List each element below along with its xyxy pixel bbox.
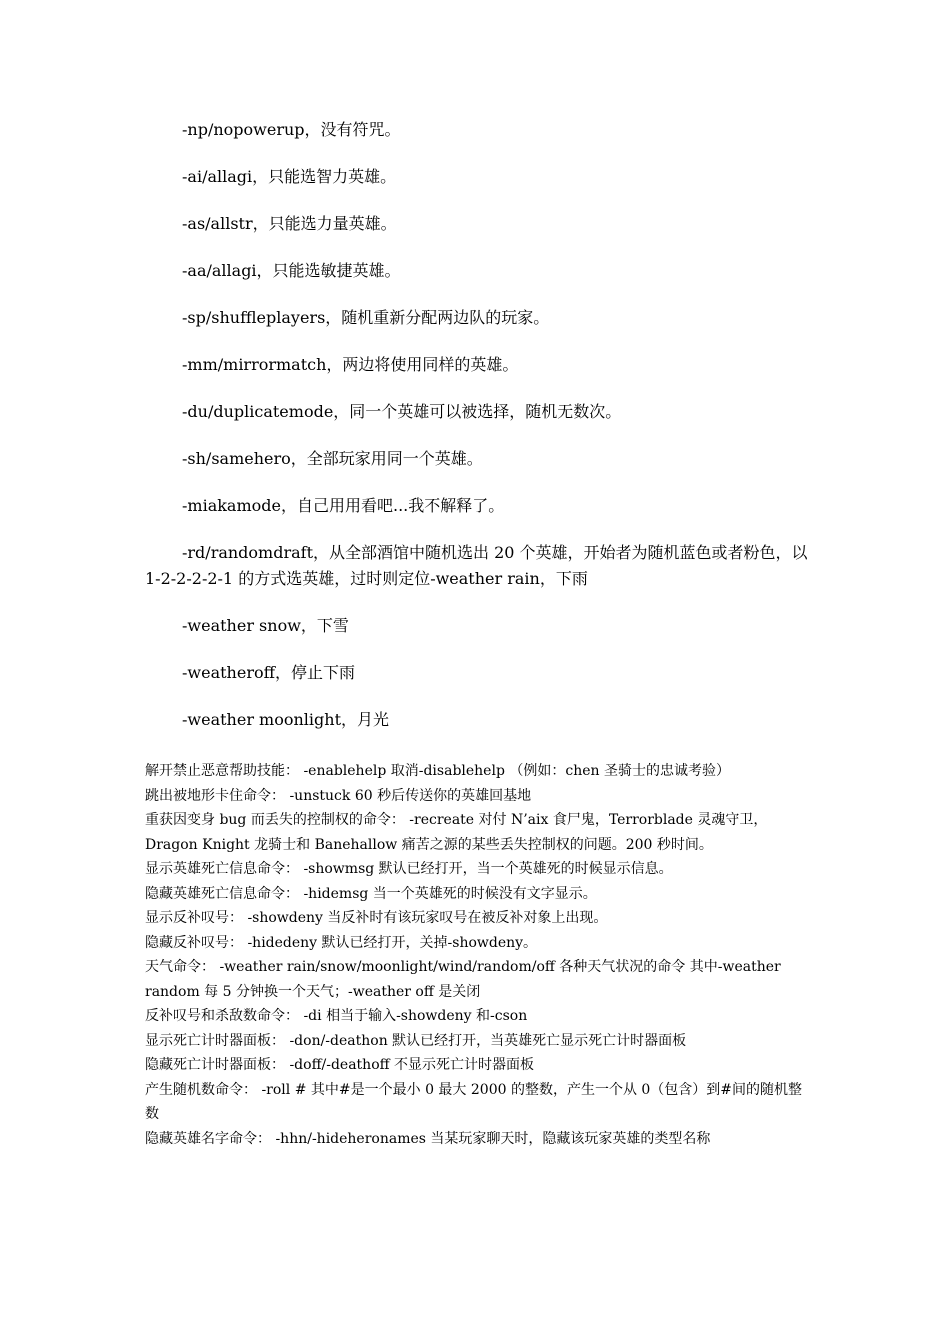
command-showdeny: 显示反补叹号： -showdeny 当反补时有该玩家叹号在被反补对象上出现。 <box>145 910 608 926</box>
paragraph-samehero: -sh/samehero，全部玩家用同一个英雄。 <box>182 449 483 468</box>
paragraph-allagi-int: -ai/allagi，只能选智力英雄。 <box>182 167 397 186</box>
command-di: 反补叹号和杀敌数命令： -di 相当于输入-showdeny 和-cson <box>145 1008 528 1024</box>
command-enablehelp: 解开禁止恶意帮助技能： -enablehelp 取消-disablehelp （例如：chen 圣骑士的忠诚考验） <box>145 763 730 779</box>
paragraph-allstr: -as/allstr，只能选力量英雄。 <box>182 214 397 233</box>
paragraph-weatheroff: -weatheroff，停止下雨 <box>182 663 355 682</box>
command-recreate: 重获因变身 bug 而丢失的控制权的命令： -recreate 对付 N’aix 食尸鬼，Terrorblade 灵魂守卫，Dragon Knight 龙骑士和 Banehallow 痛苦之源的某些丢失控制权的问题。200 秒时间。 <box>145 812 768 853</box>
command-unstuck: 跳出被地形卡住命令： -unstuck 60 秒后传送你的英雄回基地 <box>145 787 532 804</box>
command-hideheronames: 隐藏英雄名字命令： -hhn/-hideheronames 当某玩家聊天时，隐藏该玩家英雄的类型名称 <box>145 1130 711 1147</box>
paragraph-duplicatemode: -du/duplicatemode，同一个英雄可以被选择，随机无数次。 <box>182 402 622 421</box>
command-list <box>145 759 813 1151</box>
paragraph-nopowerup: -np/nopowerup，没有符咒。 <box>182 120 401 139</box>
paragraph-shuffleplayers: -sp/shuffleplayers，随机重新分配两边队的玩家。 <box>182 308 550 327</box>
paragraph-weather-snow: -weather snow，下雪 <box>182 616 349 635</box>
paragraph-miakamode: -miakamode，自己用用看吧...我不解释了。 <box>182 496 505 515</box>
command-hidedeny: 隐藏反补叹号： -hidedeny 默认已经打开，关掉-showdeny。 <box>145 934 538 951</box>
paragraph-allagi-agi: -aa/allagi，只能选敏捷英雄。 <box>182 261 401 280</box>
command-showmsg: 显示英雄死亡信息命令： -showmsg 默认已经打开，当一个英雄死的时候显示信息。 <box>145 861 673 877</box>
command-roll: 产生随机数命令： -roll # 其中#是一个最小 0 最大 2000 的整数，产生一个从 0（包含）到#间的随机整数 <box>145 1081 803 1122</box>
command-deathon: 显示死亡计时器面板： -don/-deathon 默认已经打开，当英雄死亡显示死亡计时器面板 <box>145 1032 687 1049</box>
game-mode-paragraphs <box>145 117 813 754</box>
command-weather: 天气命令： -weather rain/snow/moonlight/wind/random/off 各种天气状况的命令 其中-weather random 每 5 分钟换一个天气；-weather off 是关闭 <box>145 959 781 1000</box>
paragraph-mirrormatch: -mm/mirrormatch，两边将使用同样的英雄。 <box>182 355 519 374</box>
paragraph-randomdraft: -rd/randomdraft，从全部酒馆中随机选出 20 个英雄，开始者为随机蓝色或者粉色，以 1-2-2-2-2-1 的方式选英雄，过时则定位-weather rain，下雨 <box>145 543 808 588</box>
command-deathoff: 隐藏死亡计时器面板： -doff/-deathoff 不显示死亡计时器面板 <box>145 1057 535 1073</box>
command-hidemsg: 隐藏英雄死亡信息命令： -hidemsg 当一个英雄死的时候没有文字显示。 <box>145 885 597 902</box>
paragraph-weather-moonlight: -weather moonlight，月光 <box>182 710 390 729</box>
